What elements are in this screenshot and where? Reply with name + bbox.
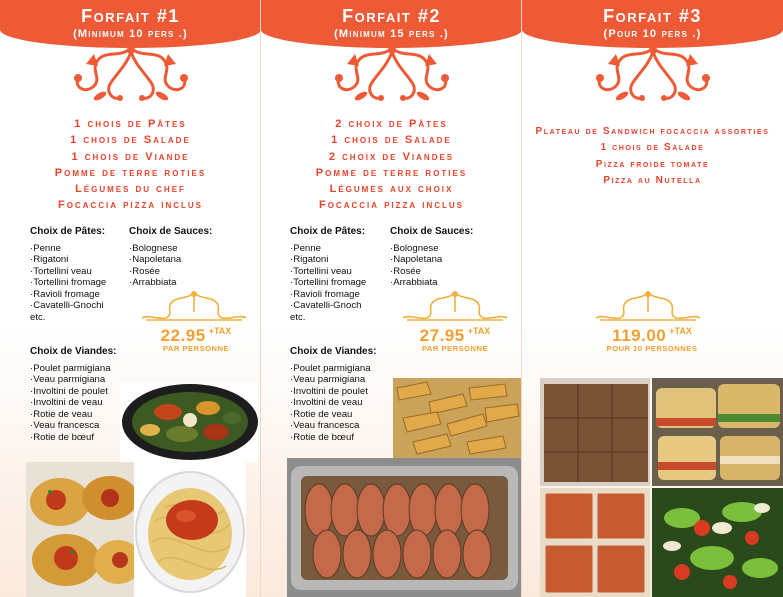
pates-list [290, 226, 366, 323]
list-item: ·Tortellini veau [30, 265, 92, 277]
viandes-list [30, 346, 117, 443]
sauces-heading: Choix de Sauces: [390, 226, 474, 237]
list-item: ·Penne [290, 242, 321, 254]
list-item: ·Tortellini fromage [30, 277, 107, 288]
sauces-list [129, 226, 212, 289]
list-item: ·Veau francesca [30, 420, 100, 431]
list-item: etc. [290, 311, 306, 323]
forfait-panel-1 [0, 0, 261, 597]
pates-heading: Choix de Pâtes: [30, 226, 106, 237]
list-item: ·Napoletana [129, 254, 182, 265]
list-item: etc. [30, 311, 46, 323]
menu-line: 1 chois de Viande [71, 150, 190, 163]
menu-line: Pizza froide tomate [595, 158, 710, 170]
list-item: ·Arrabbiata [129, 277, 177, 288]
forfait-subtitle: (Minimum 15 pers .) [334, 28, 449, 40]
list-item: ·Rotie de bœuf [290, 431, 354, 443]
forfait-title: Forfait #2 [342, 6, 441, 26]
menu-line: 1 chois de Pâtes [74, 118, 187, 130]
floral-ornament-icon [327, 44, 457, 108]
menu-line: 1 chois de Salade [600, 142, 705, 154]
viandes-heading: Choix de Viandes: [290, 346, 377, 357]
list-item: ·Rigatoni [290, 254, 329, 265]
forfait-title: Forfait #3 [603, 6, 702, 26]
list-item: ·Poulet parmigiana [290, 362, 371, 374]
floral-ornament-icon [588, 44, 718, 108]
price-box [399, 326, 511, 353]
menu-line: 1 chois de Salade [331, 134, 452, 147]
list-item: ·Involtini de poulet [290, 385, 368, 397]
price-value: 22.95 [160, 326, 206, 345]
menu-line: Pomme de terre roties [54, 166, 207, 179]
price-ornament-icon [399, 288, 511, 322]
forfait-panel-2 [261, 0, 522, 597]
price-value: 119.00 [612, 326, 667, 345]
viandes-list [290, 346, 377, 443]
list-item: ·Penne [30, 242, 61, 254]
menu-lines [261, 116, 522, 214]
menu-line: Pomme de terre roties [315, 166, 468, 179]
price-unit: PAR PERSONNE [421, 344, 489, 353]
price-unit: POUR 10 PERSONNES [606, 344, 698, 353]
sandwich-platter-photo [652, 378, 783, 486]
list-item: ·Cavatelli-Gnoch [290, 300, 362, 311]
list-item: ·Ravioli fromage [30, 288, 100, 300]
list-item: ·Ravioli fromage [290, 288, 360, 300]
list-item: ·Tortellini veau [290, 265, 352, 277]
menu-line: 2 choix de Pâtes [335, 118, 448, 130]
viandes-heading: Choix de Viandes: [30, 346, 117, 357]
forfait-subtitle: (Pour 10 pers .) [603, 28, 702, 40]
tomato-pizza-photo [540, 488, 650, 597]
sauces-list [390, 226, 473, 289]
salad-photo [652, 488, 783, 597]
tax-label: +TAX [208, 326, 232, 336]
menu-lines [0, 116, 261, 214]
pates-heading: Choix de Pâtes: [290, 226, 366, 237]
menu-lines [522, 124, 783, 189]
floral-ornament-icon [66, 44, 196, 108]
list-item: ·Rosée [390, 265, 421, 277]
menu-line: Focaccia pizza inclus [318, 199, 465, 212]
list-item: ·Involtini de veau [290, 397, 363, 408]
price-value: 27.95 [419, 326, 465, 345]
menu-line: Plateau de Sandwich focaccia assorties [535, 126, 770, 137]
roasted-potatoes-photo [393, 378, 522, 458]
menu-line: 2 choix de Viandes [328, 150, 455, 163]
tax-label: +TAX [467, 326, 491, 336]
list-item: ·Involtini de poulet [30, 385, 108, 397]
pates-list [30, 226, 106, 323]
price-box [140, 326, 252, 353]
nutella-pizza-photo [540, 378, 650, 486]
list-item: ·Veau parmigiana [290, 374, 366, 385]
list-item: ·Bolognese [129, 242, 178, 254]
list-item: ·Rigatoni [30, 254, 69, 265]
meat-tray-photo [287, 458, 522, 597]
menu-line: 1 chois de Salade [70, 134, 191, 147]
list-item: ·Veau francesca [290, 420, 360, 431]
price-box [582, 326, 722, 353]
price-ornament-icon [592, 288, 704, 322]
price-ornament-icon [138, 288, 250, 322]
menu-line: Focaccia pizza inclus [57, 199, 204, 212]
menu-line: Légumes aux choix [329, 183, 454, 196]
list-item: ·Rotie de bœuf [30, 431, 94, 443]
list-item: ·Veau parmigiana [30, 374, 106, 385]
list-item: ·Cavatelli-Gnochi [30, 300, 104, 311]
forfait-subtitle: (Minimum 10 pers .) [73, 28, 188, 40]
price-unit: PAR PERSONNE [162, 344, 230, 353]
grilled-vegetables-photo [120, 382, 258, 462]
list-item: ·Bolognese [390, 242, 439, 254]
parmigiana-photo [26, 462, 140, 597]
forfait-title: Forfait #1 [81, 6, 180, 26]
list-item: ·Rotie de veau [30, 408, 93, 420]
list-item: ·Arrabbiata [390, 277, 438, 288]
tax-label: +TAX [669, 326, 692, 336]
spaghetti-photo [134, 462, 246, 597]
forfait-panel-3 [522, 0, 783, 597]
menu-line: Pizza au Nutella [603, 174, 702, 186]
list-item: ·Poulet parmigiana [30, 362, 111, 374]
list-item: ·Napoletana [390, 254, 443, 265]
list-item: ·Rosée [129, 265, 160, 277]
list-item: ·Rotie de veau [290, 408, 353, 420]
list-item: ·Involtini de veau [30, 397, 103, 408]
list-item: ·Tortellini fromage [290, 277, 367, 288]
menu-line: Légumes du chef [75, 183, 186, 196]
sauces-heading: Choix de Sauces: [129, 226, 213, 237]
